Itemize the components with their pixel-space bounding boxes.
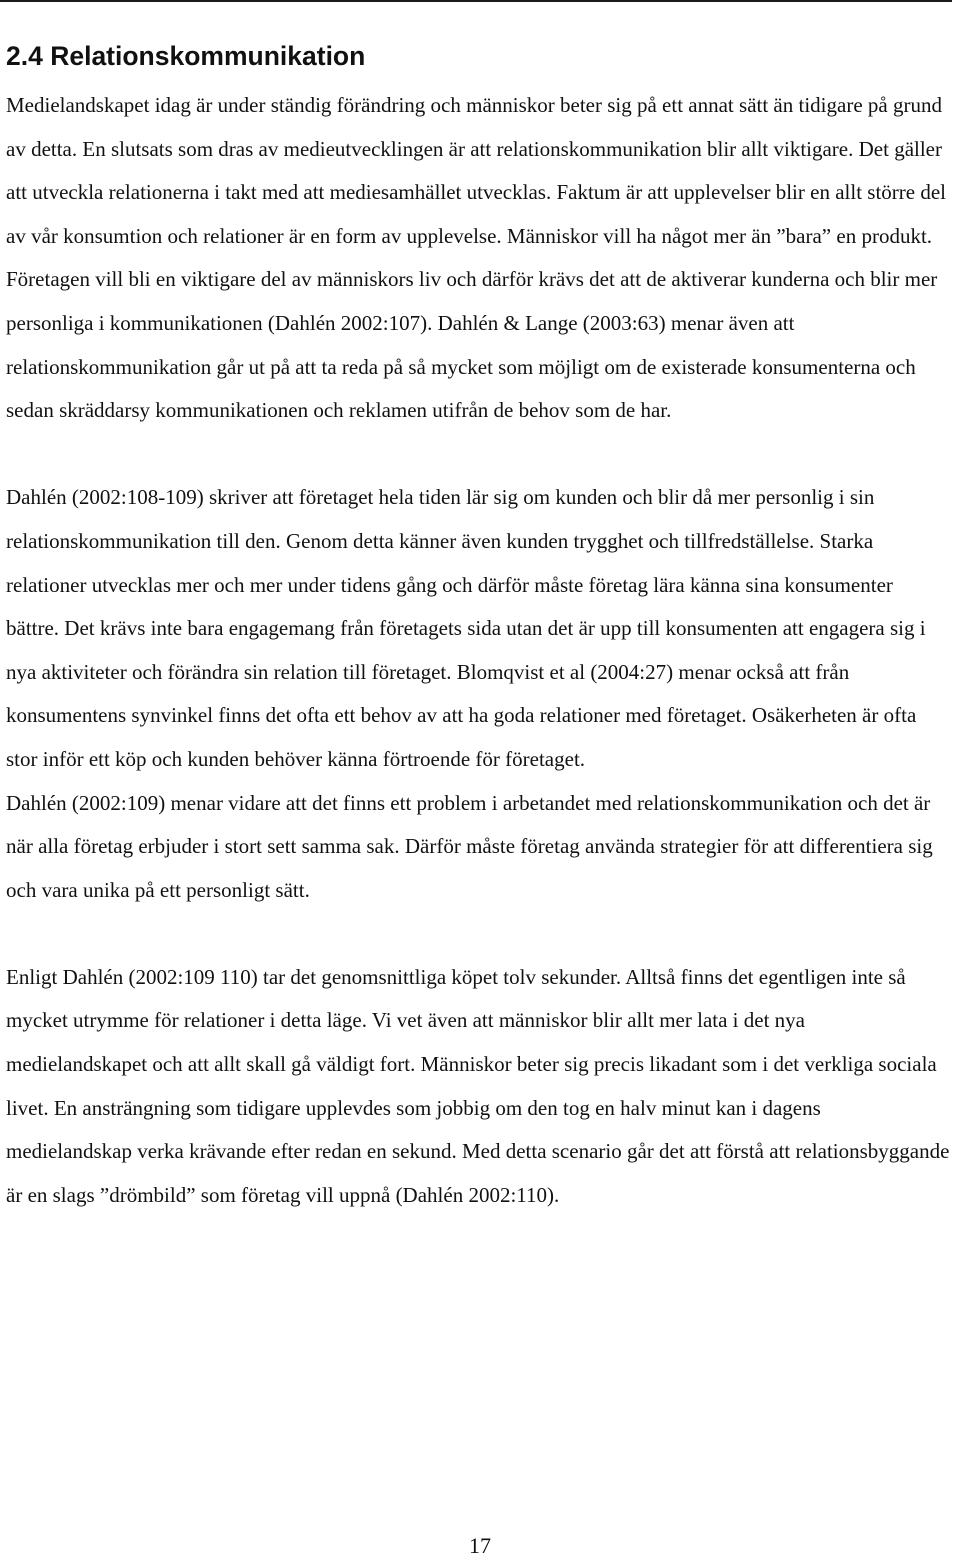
paragraph-gap [6,433,950,477]
section-heading: 2.4 Relationskommunikation [6,41,366,71]
paragraph-4: Enligt Dahlén (2002:109 110) tar det genomsnittliga köpet tolv sekunder. Alltså finns det egentligen inte så mycket utrymme för relationer i detta läge. Vi vet även att människor blir allt mer lata i det nya medielandskapet och att allt skall gå väldigt fort. Människor beter sig precis likadant som i det verkliga sociala livet. En ansträngning som tidigare upplevdes som jobbig om den tog en halv minut kan i dagens medielandskap verka krävande efter redan en sekund. Med detta scenario går det att förstå att relationsbyggande är en slags ”drömbild” som företag vill uppnå (Dahlén 2002:110). [6,964,950,1207]
top-rule [0,0,952,2]
paragraph-1: Medielandskapet idag är under ständig förändring och människor beter sig på ett annat sätt än tidigare på grund av detta. En slutsats som dras av medieutvecklingen är att relationskommunikation blir allt viktigare. Det gäller att utveckla relationerna i takt med att mediesamhället utvecklas. Faktum är att upplevelser blir en allt större del av vår konsumtion och relationer är en form av upplevelse. Människor vill ha något mer än ”bara” en produkt. Företagen vill bli en viktigare del av människors liv och därför krävs det att de aktiverar kunderna och blir mer personliga i kommunikationen (Dahlén 2002:107). Dahlén & Lange (2003:63) menar även att relationskommunikation går ut på att ta reda på så mycket som möjligt om de existerade konsumenterna och sedan skräddarsy kommunikationen och reklamen utifrån de behov som de har. [6,93,946,423]
paragraph-3: Dahlén (2002:109) menar vidare att det finns ett problem i arbetandet med relationskommunikation och det är när alla företag erbjuder i stort sett samma sak. Därför måste företag använda strategier för att differentiera sig och vara unika på ett personligt sätt. [6,790,933,902]
paragraph-gap [6,912,950,956]
paragraph-2: Dahlén (2002:108-109) skriver att företaget hela tiden lär sig om kunden och blir då mer personlig i sin relationskommunikation till den. Genom detta känner även kunden trygghet och tillfredställelse. Starka relationer utvecklas mer och mer under tidens gång och därför måste företag lära känna sina konsumenter bättre. Det krävs inte bara engagemang från företagets sida utan det är upp till konsumenten att engagera sig i nya aktiviteter och förändra sin relation till företaget. Blomqvist et al (2004:27) menar också att från konsumentens synvinkel finns det ofta ett behov av att ha goda relationer med företaget. Osäkerheten är ofta stor inför ett köp och kunden behöver känna förtroende för företaget. [6,485,926,771]
page-number: 17 [469,1533,491,1558]
document-page [6,38,950,1217]
